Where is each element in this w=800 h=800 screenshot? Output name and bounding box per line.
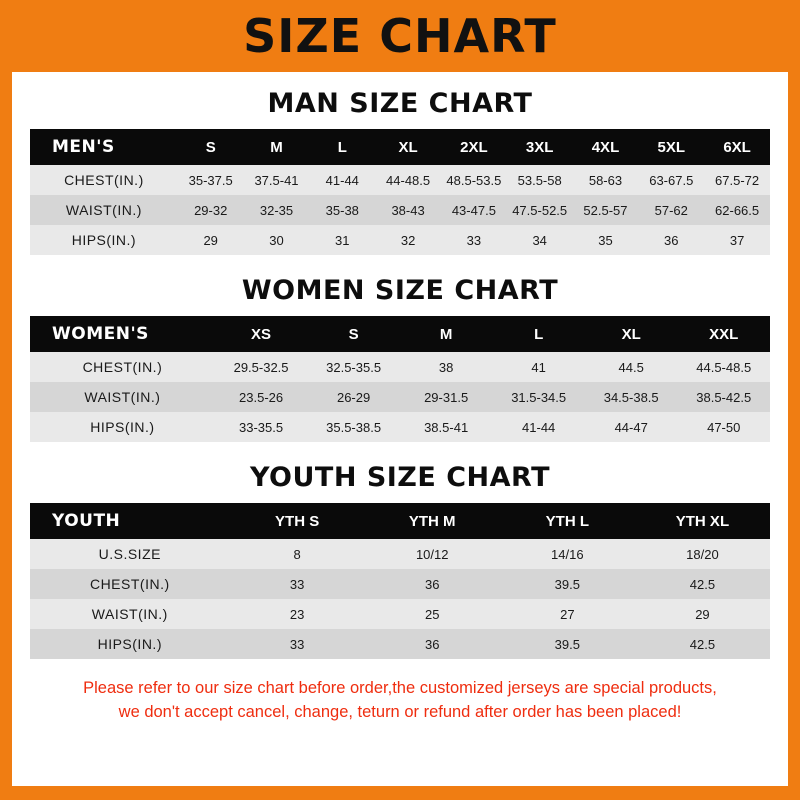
women-section-title: WOMEN SIZE CHART (241, 275, 559, 306)
table-cell: 42.5 (635, 569, 770, 599)
table-cell: 29 (178, 225, 244, 255)
men-table-body (30, 165, 770, 255)
women-header-label: WOMEN'S (30, 316, 215, 352)
table-row (30, 629, 770, 659)
youth-col-l: YTH L (500, 503, 635, 539)
table-cell: 23 (230, 599, 365, 629)
men-col-6xl: 6XL (704, 129, 770, 165)
youth-col-m: YTH M (365, 503, 500, 539)
table-cell: 32 (375, 225, 441, 255)
table-cell: 42.5 (635, 629, 770, 659)
youth-row-label-hips: HIPS(IN.) (30, 629, 230, 659)
table-cell: 23.5-26 (215, 382, 308, 412)
table-header-row (30, 129, 770, 165)
bottom-accent-bar (0, 786, 800, 800)
table-cell: 37 (704, 225, 770, 255)
women-table-header (30, 316, 770, 352)
page-title: SIZE CHART (243, 9, 557, 63)
table-cell: 27 (500, 599, 635, 629)
table-cell: 36 (638, 225, 704, 255)
men-col-3xl: 3XL (507, 129, 573, 165)
men-size-table (30, 129, 770, 255)
table-cell: 32.5-35.5 (307, 352, 400, 382)
women-row-label-hips: HIPS(IN.) (30, 412, 215, 442)
youth-table-body (30, 539, 770, 659)
table-cell: 36 (365, 629, 500, 659)
table-cell: 14/16 (500, 539, 635, 569)
men-col-2xl: 2XL (441, 129, 507, 165)
women-col-s: S (307, 316, 400, 352)
header-banner (0, 0, 800, 72)
table-cell: 25 (365, 599, 500, 629)
men-col-xl: XL (375, 129, 441, 165)
table-cell: 38.5-41 (400, 412, 493, 442)
table-cell: 52.5-57 (573, 195, 639, 225)
table-cell: 44.5 (585, 352, 678, 382)
youth-col-s: YTH S (230, 503, 365, 539)
men-table-header (30, 129, 770, 165)
table-cell: 38 (400, 352, 493, 382)
table-cell: 33-35.5 (215, 412, 308, 442)
table-cell: 33 (441, 225, 507, 255)
table-cell: 47-50 (677, 412, 770, 442)
men-col-5xl: 5XL (638, 129, 704, 165)
table-cell: 39.5 (500, 629, 635, 659)
women-row-label-waist: WAIST(IN.) (30, 382, 215, 412)
women-table-body (30, 352, 770, 442)
men-col-l: L (309, 129, 375, 165)
table-cell: 48.5-53.5 (441, 165, 507, 195)
table-cell: 29.5-32.5 (215, 352, 308, 382)
table-cell: 10/12 (365, 539, 500, 569)
youth-section-title: YOUTH SIZE CHART (249, 462, 551, 493)
table-cell: 58-63 (573, 165, 639, 195)
women-size-section (12, 275, 788, 442)
table-cell: 41 (492, 352, 585, 382)
table-cell: 8 (230, 539, 365, 569)
table-cell: 35-38 (309, 195, 375, 225)
table-header-row (30, 503, 770, 539)
table-cell: 34 (507, 225, 573, 255)
women-col-m: M (400, 316, 493, 352)
men-row-label-hips: HIPS(IN.) (30, 225, 178, 255)
youth-header-label: YOUTH (30, 503, 230, 539)
table-cell: 35 (573, 225, 639, 255)
youth-size-table (30, 503, 770, 659)
youth-col-xl: YTH XL (635, 503, 770, 539)
men-row-label-chest: CHEST(IN.) (30, 165, 178, 195)
table-row (30, 352, 770, 382)
table-cell: 62-66.5 (704, 195, 770, 225)
table-cell: 41-44 (492, 412, 585, 442)
footer-disclaimer (12, 677, 788, 725)
table-cell: 44-48.5 (375, 165, 441, 195)
table-row (30, 165, 770, 195)
table-cell: 29 (635, 599, 770, 629)
women-col-l: L (492, 316, 585, 352)
table-cell: 47.5-52.5 (507, 195, 573, 225)
table-cell: 57-62 (638, 195, 704, 225)
women-col-xl: XL (585, 316, 678, 352)
table-cell: 44.5-48.5 (677, 352, 770, 382)
table-cell: 38-43 (375, 195, 441, 225)
table-cell: 30 (244, 225, 310, 255)
table-cell: 38.5-42.5 (677, 382, 770, 412)
table-row (30, 569, 770, 599)
table-row (30, 382, 770, 412)
table-cell: 39.5 (500, 569, 635, 599)
youth-row-label-chest: CHEST(IN.) (30, 569, 230, 599)
footer-line-1: Please refer to our size chart before order,the customized jerseys are special products, (83, 679, 717, 697)
youth-row-label-ussize: U.S.SIZE (30, 539, 230, 569)
youth-size-section (12, 462, 788, 659)
table-row (30, 225, 770, 255)
table-cell: 35.5-38.5 (307, 412, 400, 442)
men-col-s: S (178, 129, 244, 165)
table-row (30, 195, 770, 225)
table-cell: 35-37.5 (178, 165, 244, 195)
table-cell: 33 (230, 569, 365, 599)
women-size-table (30, 316, 770, 442)
table-cell: 31.5-34.5 (492, 382, 585, 412)
table-cell: 53.5-58 (507, 165, 573, 195)
youth-row-label-waist: WAIST(IN.) (30, 599, 230, 629)
youth-table-header (30, 503, 770, 539)
table-cell: 18/20 (635, 539, 770, 569)
table-cell: 63-67.5 (638, 165, 704, 195)
table-cell: 32-35 (244, 195, 310, 225)
table-cell: 31 (309, 225, 375, 255)
men-row-label-waist: WAIST(IN.) (30, 195, 178, 225)
table-cell: 33 (230, 629, 365, 659)
table-cell: 44-47 (585, 412, 678, 442)
table-cell: 41-44 (309, 165, 375, 195)
women-col-xxl: XXL (677, 316, 770, 352)
table-cell: 34.5-38.5 (585, 382, 678, 412)
table-row (30, 539, 770, 569)
women-row-label-chest: CHEST(IN.) (30, 352, 215, 382)
table-row (30, 412, 770, 442)
table-cell: 37.5-41 (244, 165, 310, 195)
men-col-4xl: 4XL (573, 129, 639, 165)
men-header-label: MEN'S (30, 129, 178, 165)
men-size-section (12, 88, 788, 255)
men-col-m: M (244, 129, 310, 165)
table-cell: 36 (365, 569, 500, 599)
table-cell: 26-29 (307, 382, 400, 412)
table-row (30, 599, 770, 629)
men-section-title: MAN SIZE CHART (267, 88, 533, 119)
women-col-xs: XS (215, 316, 308, 352)
table-header-row (30, 316, 770, 352)
footer-line-2: we don't accept cancel, change, teturn or refund after order has been placed! (118, 702, 682, 721)
table-cell: 67.5-72 (704, 165, 770, 195)
table-cell: 43-47.5 (441, 195, 507, 225)
table-cell: 29-31.5 (400, 382, 493, 412)
table-cell: 29-32 (178, 195, 244, 225)
